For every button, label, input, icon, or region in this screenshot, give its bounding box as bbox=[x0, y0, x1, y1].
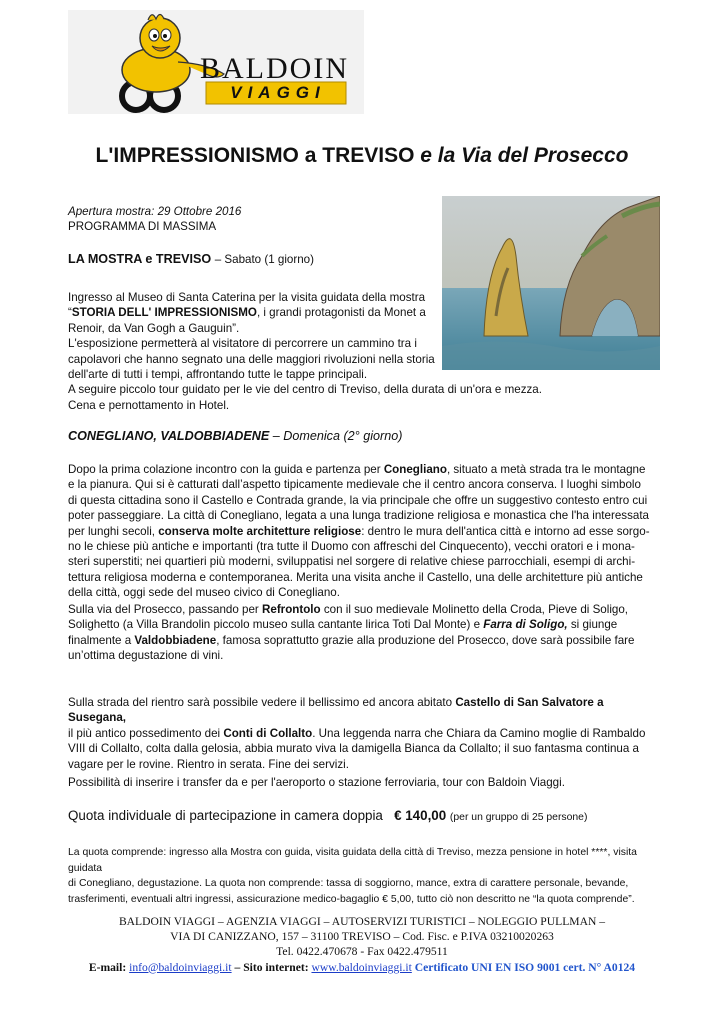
day2-heading-bold: CONEGLIANO, VALDOBBIADENE bbox=[68, 429, 270, 443]
price-label: Quota individuale di partecipazione in camera doppia bbox=[68, 808, 383, 823]
day1-line: “STORIA DELL' IMPRESSIONISMO, i grandi protagonisti da Monet a bbox=[68, 306, 426, 320]
intro-block bbox=[68, 204, 656, 235]
company-footer bbox=[0, 914, 724, 975]
email-link[interactable]: info@baldoinviaggi.it bbox=[129, 960, 232, 974]
day1-heading bbox=[68, 252, 656, 266]
day1-body bbox=[68, 290, 656, 413]
day1-line: capolavori che hanno segnato una delle maggiori rivoluzioni nella storia bbox=[68, 352, 435, 366]
page-title bbox=[0, 144, 724, 168]
transfer-note: Possibilità di inserire i transfer da e per l'aeroporto o stazione ferroviaria, tour con Baldoin Viaggi. bbox=[68, 776, 565, 789]
footer-line: BALDOIN VIAGGI – AGENZIA VIAGGI – AUTOSERVIZI TURISTICI – NOLEGGIO PULLMAN – bbox=[118, 915, 606, 928]
opening-date: Apertura mostra: 29 Ottobre 2016 bbox=[68, 205, 242, 218]
price-note: (per un gruppo di 25 persone) bbox=[449, 812, 588, 823]
program-label: PROGRAMMA DI MASSIMA bbox=[68, 220, 217, 234]
day1-heading-bold: LA MOSTRA e TREVISO bbox=[68, 252, 212, 266]
terms-block: La quota comprende: ingresso alla Mostra con guida, visita guidata della città di Treviso, mezza pensione in hotel ****, visita guidata di Conegliano, degustazione. La quota non comprende: tassa di soggiorno, mance, extra di carattere personale, bevande, trasferimenti, eventuali altri ingressi, assicurazione medico-bagaglio € 5,00, tutto ciò non descritto ne “la quota comprende”. bbox=[68, 847, 637, 905]
certification: Certificato UNI EN ISO 9001 cert. N° A0124 bbox=[414, 960, 636, 974]
day2-heading-rest: – Domenica (2° giorno) bbox=[272, 429, 403, 443]
exhibition-name: STORIA DELL' IMPRESSIONISMO bbox=[71, 306, 257, 320]
day1-line: Cena e pernottamento in Hotel. bbox=[68, 398, 230, 412]
day2-paragraph-susegana: Sulla strada del rientro sarà possibile vedere il bellissimo ed ancora abitato Castello di San Salvatore a Susegana, il più antico possedimento dei Conti di Collalto. Una leggenda narra che Chiara da Camino moglie di Rambaldo VIII di Collalto, colta dalla gelosia, abbia murato viva la damigella Bianca da Collalto; il suo fantasma continua a vagare per le rovine. Rientro in serata. Fine dei servizi. bbox=[68, 696, 646, 771]
day2-heading bbox=[68, 429, 656, 443]
day1-line: A seguire piccolo tour guidato per le vie del centro di Treviso, della durata di un'ora e mezza. bbox=[68, 383, 542, 397]
day2-paragraph-conegliano: Dopo la prima colazione incontro con la guida e partenza per Conegliano, situato a metà strada tra le montagne e la pianura. Qui si è catturati dall’aspetto tipicamente medievale che il centro ancora conserva. I luoghi simbolo di questa cittadina sono il Castello e Contrada grande, la via principale che offre un suggestivo contesto entro cui poter passeggiare. La città di Conegliano, legata a una lunga tradizione religiosa e monastica che l'ha interessata per lunghi secoli, conserva molte architetture religiose: dentro le mura dell'antica città e intorno ad esse sorgo- no le chiese più antiche e importanti (tra tutte il Duomo con affreschi del Cinquecento), vecchi oratori e i mona- steri superstiti; nei quartieri più moderni, sviluppatisi nel sorgere di relative chiese parrocchiali, esempi di archi- tettura religiosa moderna e contemporanea. Merita una visita anche il Castello, una delle architetture più antiche della città, oggi sede del museo civico di Conegliano. bbox=[68, 463, 650, 600]
day2-paragraph-prosecco: Sulla via del Prosecco, passando per Refrontolo con il suo medievale Molinetto della Croda, Pieve di Soligo, Solighetto (a Villa Brandolin piccolo museo sulla cantante lirica Toti Dal Monte) e Farra di Soligo, si giunge finalmente a Valdobbiadene, famosa soprattutto grazie alla produzione del Prosecco, dove sarà possibile fare un’ottima degustazione di vini. bbox=[68, 603, 635, 663]
footer-line: Tel. 0422.470678 - Fax 0422.479511 bbox=[276, 945, 448, 959]
website-link[interactable]: www.baldoinviaggi.it bbox=[311, 960, 412, 974]
brand-name: BALDOIN bbox=[200, 52, 349, 85]
company-logo bbox=[68, 10, 364, 114]
price-amount: € 140,00 bbox=[394, 808, 447, 823]
price-line bbox=[68, 808, 656, 823]
day1-line: Ingresso al Museo di Santa Caterina per la visita guidata della mostra bbox=[68, 291, 426, 304]
footer-line: VIA DI CANIZZANO, 157 – 31100 TREVISO – Cod. Fisc. e P.IVA 03210020263 bbox=[170, 930, 554, 944]
footer-contact-line: E-mail: info@baldoinviaggi.it – Sito internet: www.baldoinviaggi.it Certificato UNI EN ISO 9001 cert. N° A0124 bbox=[88, 960, 636, 974]
title-italic: e la Via del Prosecco bbox=[420, 144, 629, 167]
day1-line: Renoir, da Van Gogh a Gauguin”. bbox=[68, 321, 240, 335]
title-main: L'IMPRESSIONISMO a TREVISO bbox=[95, 144, 415, 167]
brand-subtitle: VIAGGI bbox=[230, 83, 326, 102]
day1-line: dell'arte di tutti i tempi, affrontando tutte le tappe principali. bbox=[68, 368, 368, 382]
day1-heading-rest: – Sabato (1 giorno) bbox=[214, 253, 314, 266]
day1-line: L'esposizione permetterà al visitatore di percorrere un cammino tra i bbox=[68, 337, 417, 351]
